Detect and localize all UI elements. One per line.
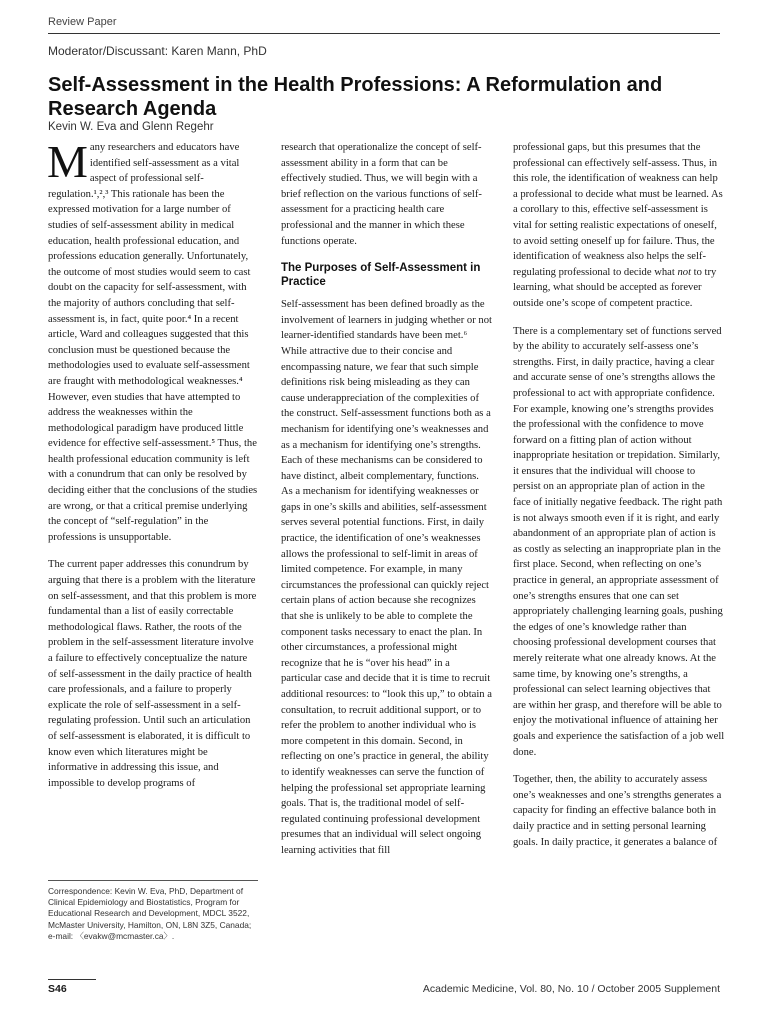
section-heading: The Purposes of Self-Assessment in Practice — [281, 262, 481, 289]
paragraph-6: There is a complementary set of functions served by the ability to accurately self-assess one’s strengths. First, in daily practice, having a clear and accurate sense of one’s strengths allows the professional to act with appropriate confidence. For example, knowing one’s strengths provides the professional with the confidence to move forward on a fitting plan of action without inappropriate hesitation or trepidation. Similarly, it ensures that the individual will choose to persist on an appropriate plan of action in the face of initially negative feedback. The right path is not always smooth even if it is right, and early abandonment of an appropriate plan of action is as costly as selecting an inappropriate plan in the first place. Second, when reflecting on one’s practice in general, an appropriate assessment of one’s strengths ensures that one can set appropriately challenging learning goals, pushing the edges of one’s knowledge rather than choosing professional development courses that merely reiterate what one already knows. At the same time, by knowing one’s strengths, a professional can select learning objectives that are within her grasp, and therefore will be able to enjoy the motivational influence of attaining her goals and experience the satisfaction of a job well done. — [513, 325, 725, 758]
column-2 — [281, 140, 492, 871]
article-title: Self-Assessment in the Health Professions: A Reformulation and Research Agenda — [48, 74, 663, 120]
article-authors: Kevin W. Eva and Glenn Regehr — [48, 121, 214, 133]
page-number: S46 — [48, 983, 67, 995]
paragraph-1-text: any researchers and educators have identified self-assessment as a vital aspect of professional self-regulation.¹,²,³ This rationale has been the expressed motivation for a large number of studies of self-assessment ability in medical education, health professional education, and professions education generally. Unfortunately, the outcome of most studies would seem to cast doubt on the capacity for self-assessment, with the majority of authors concluding that self-assessment is, in fact, quite poor.⁴ In a recent article, Ward and colleagues suggested that this conclusion must be questioned because the methodologies used to evaluate self-assessment are fraught with methodological weaknesses.⁴ However, even studies that have attempted to address the weaknesses within the methodological paradigm have produced little evidence for effective self-assessment.⁵ Thus, the health professional education community is left with a conundrum that can only be resolved by deciding either that the conclusions of the studies are wrong, or that a critical premise underlying the concept of “self-regulation” in the professions is unsupportable. — [48, 142, 258, 543]
paragraph-5-text-b: to try learning, what should be accepted as forever outside one’s scope of competent practice. — [513, 266, 717, 309]
column-1 — [47, 136, 258, 803]
paragraph-5 — [513, 140, 725, 312]
header-rule — [48, 33, 720, 34]
paragraph-2: The current paper addresses this conundrum by arguing that there is a problem with the literature on self-assessment, and that this problem is more fundamental than a list of easily correctable methodological flaws. Rather, the roots of the problem in the self-assessment literature involve a failure to effectively conceptualize the nature of self-assessment in the daily practice of health care professionals, and a failure to properly explicate the role of self-assessment in a self-regulating profession. Until such an articulation of self-assessment is elaborated, it is difficult to know even which literatures might be informative in addressing this issue, and impossible to develop programs of — [48, 559, 257, 789]
correspondence-note: Correspondence: Kevin W. Eva, PhD, Department of Clinical Epidemiology and Biostatistics, Program for Educational Research and Development, MDCL 3522, McMaster University, Hamilton, ON, L8N 3Z5, Canada; e-mail: 〈evakw@mcmaster.ca〉. — [48, 886, 252, 941]
paragraph-3: research that operationalize the concept of self-assessment ability in a form that can be effectively studied. Thus, we will begin with a brief reflection on the various functions of self-assessment for a practicing health care professional and the manner in which these functions operate. — [281, 142, 482, 247]
paragraph-1 — [47, 136, 258, 545]
section-label: Review Paper — [48, 16, 117, 28]
journal-citation: Academic Medicine, Vol. 80, No. 10 / October 2005 Supplement — [422, 983, 720, 995]
paragraph-5-text-a: professional gaps, but this presumes that the professional can effectively self-assess. Thus, in this role, the identification of weakness can help a professional to decide what must be learned. As a corollary to this, effective self-assessment is vital for setting realistic expectations of oneself, to avoid setting oneself up for failure. Thus, the identification of weakness also helps the self-regulating professional to decide what — [513, 142, 723, 278]
column-3 — [513, 140, 725, 862]
correspondence-rule — [48, 880, 258, 881]
paragraph-7: Together, then, the ability to accurately assess one’s weaknesses and one’s strengths generates a capacity for finding an effective balance both in daily practice and in setting personal learning goals. In daily practice, it generates a balance of — [513, 774, 722, 848]
footer-rule — [48, 979, 96, 980]
paragraph-4: Self-assessment has been defined broadly as the involvement of learners in judging whether or not learner-identified standards have been met.⁶ While attractive due to their concise and encompassing nature, we fear that such simple definitions risk being misleading as they can cause underappreciation of the complexities of the construct. Self-assessment functions both as a mechanism for identifying one’s weaknesses and as a mechanism for identifying one’s strengths. Each of these mechanisms can be considered to have distinct, albeit complementary, functions. As a mechanism for identifying weaknesses or gaps in one’s skills and abilities, self-assessment serves several potential functions. First, in daily practice, the identification of one’s weaknesses allows the professional to self-limit in areas of limited competence. For example, in many circumstances the professional can quickly reject certain plans of action because she recognizes that she is unlikely to be able to complete the component tasks necessary to enact the plan. In other circumstances, a professional might recognize that he is “over his head” in a particular case and decide that it is time to recruit additional resources: to “look this up,” to obtain a consultation, to recruit additional support, or to refer the problem to another individual who is more competent in this domain. Second, in reflecting on one’s practice in general, the ability to identify weaknesses can serve the function of helping the professional set appropriate learning goals. That is, the traditional model of self-regulated continuing professional development presumes that an individual will select ongoing learning activities that fill — [281, 299, 492, 856]
emphasis-not: not — [677, 266, 692, 278]
drop-cap: M — [47, 136, 88, 187]
moderator-line: Moderator/Discussant: Karen Mann, PhD — [48, 44, 267, 58]
